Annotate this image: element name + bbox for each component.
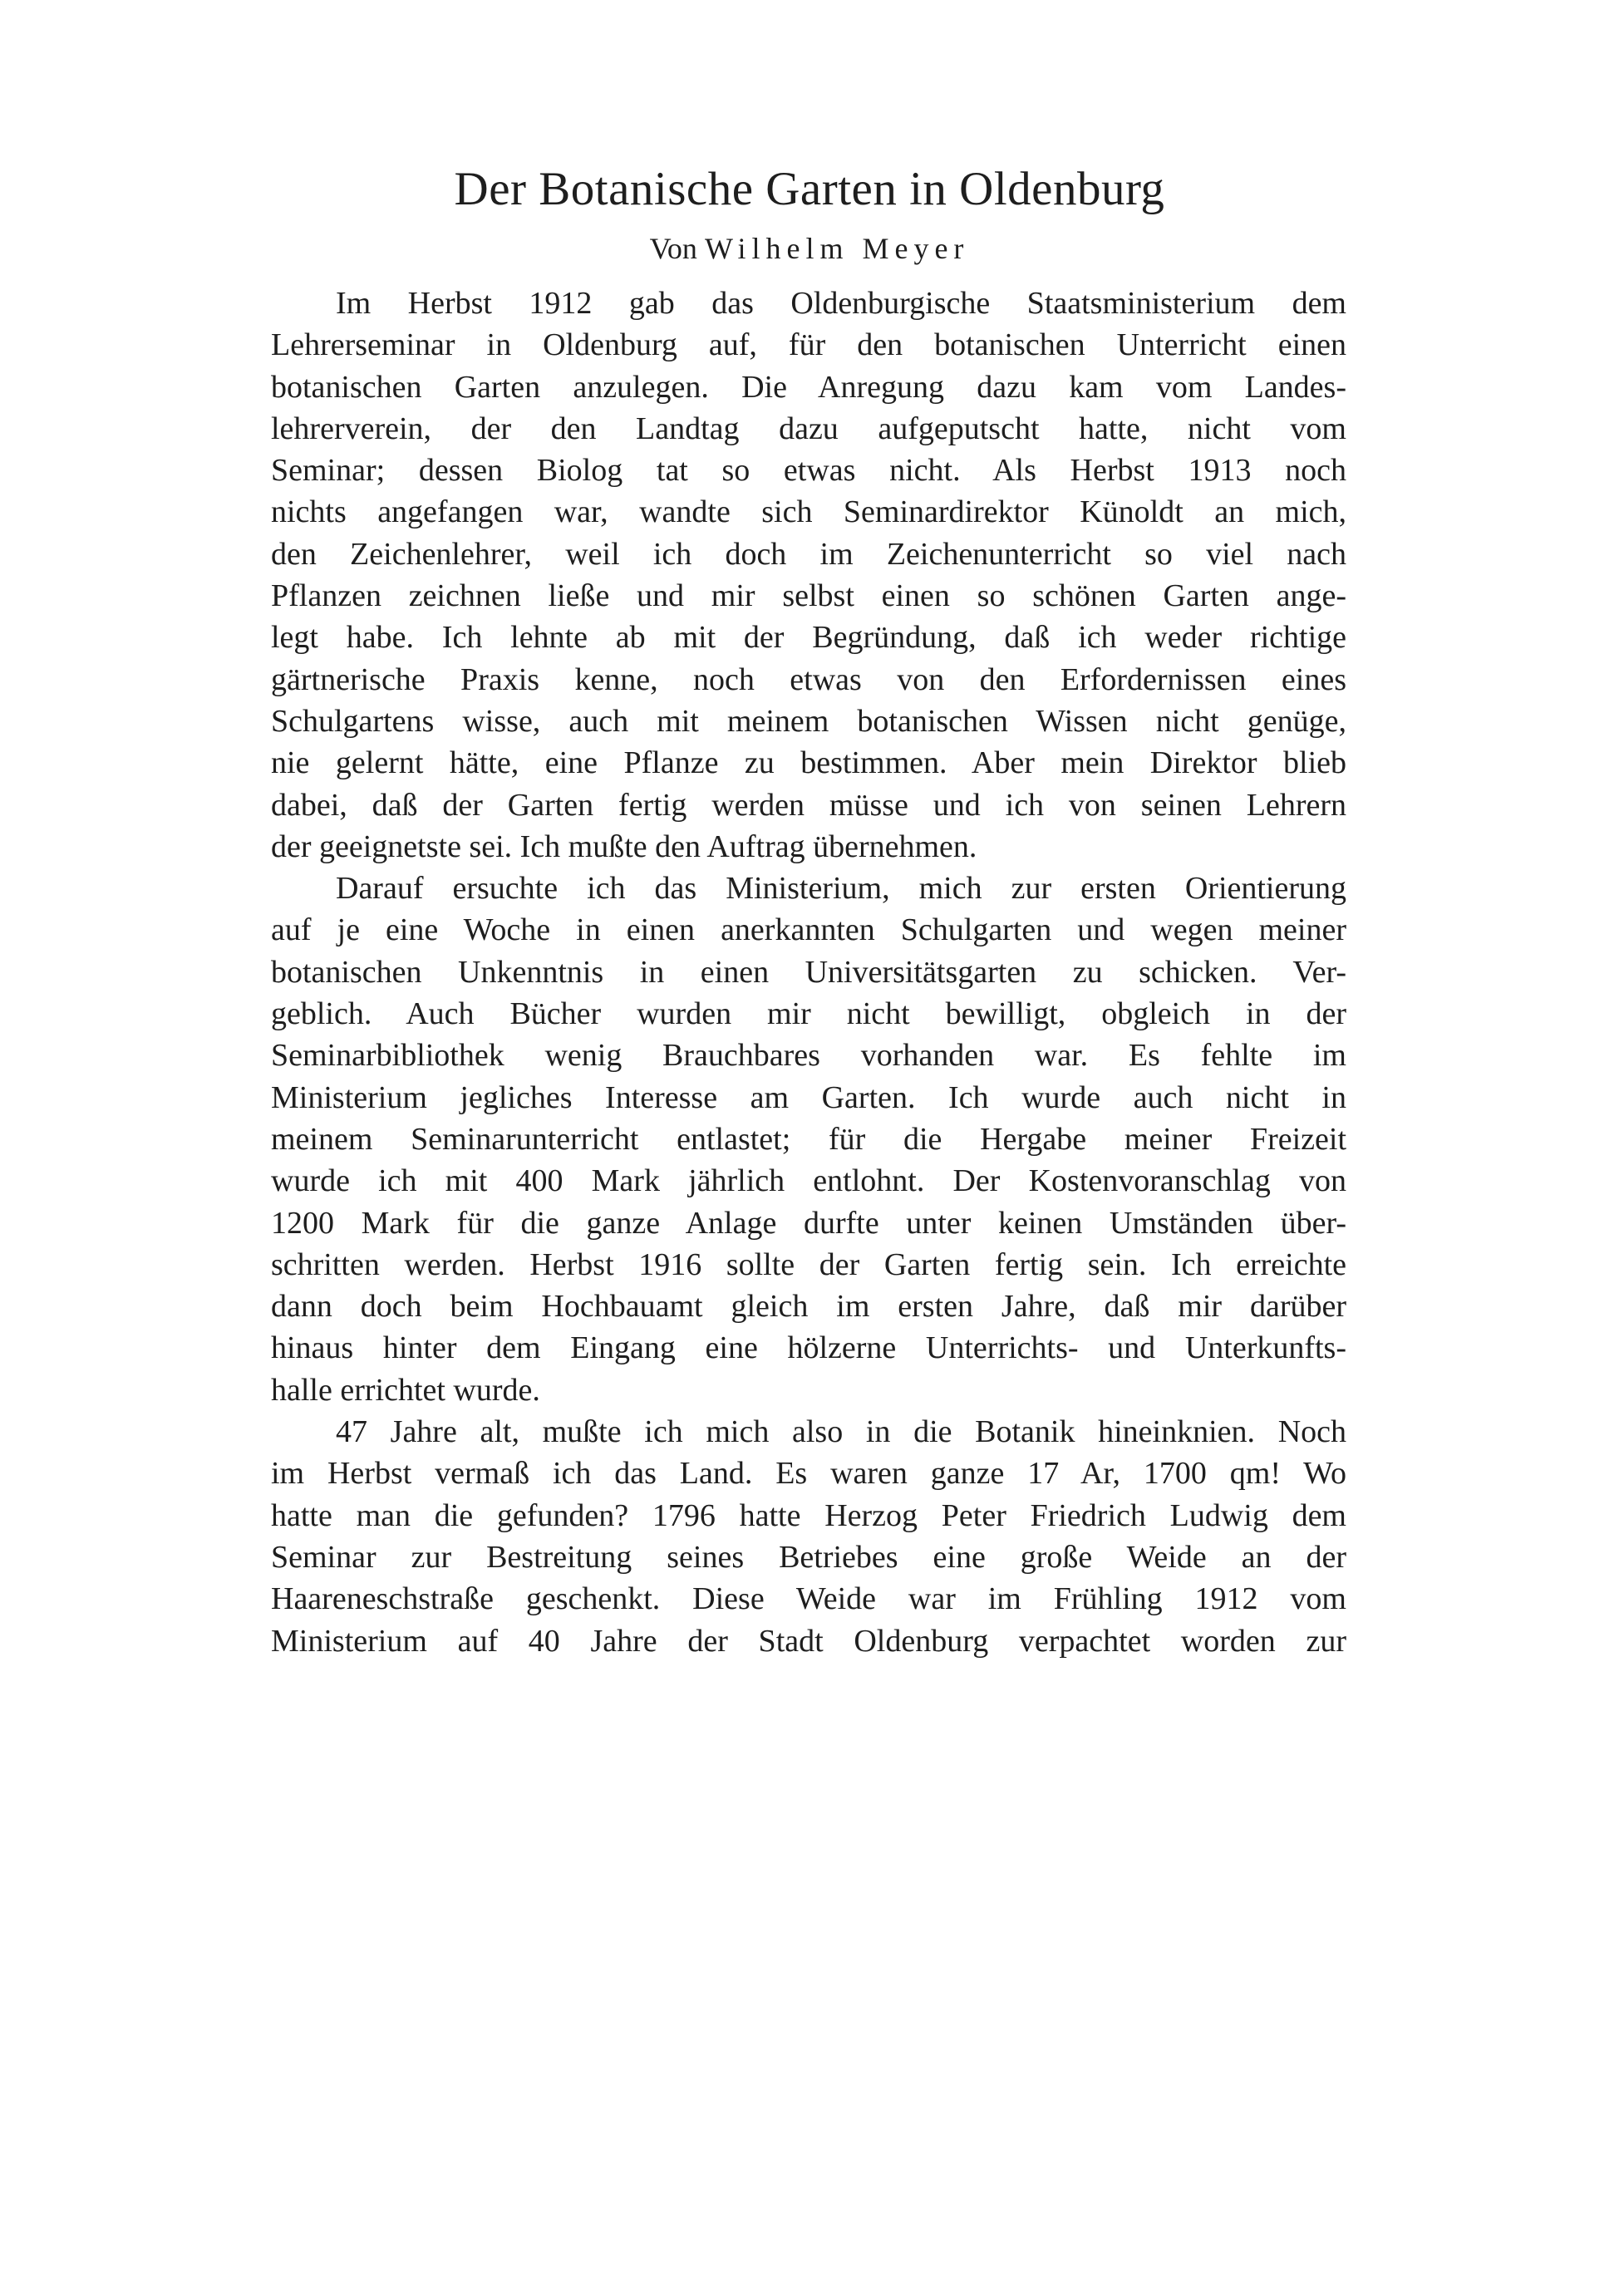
text-line: 47 Jahre alt, mußte ich mich also in die Botanik hineinknien. Noch bbox=[336, 1414, 1346, 1450]
article-title: Der Botanische Garten in Oldenburg bbox=[454, 163, 1165, 215]
text-line: Ministerium jegliches Interesse am Garten. Ich wurde auch nicht in bbox=[271, 1079, 1346, 1115]
text-line: der geeignetste sei. Ich mußte den Auftrag übernehmen. bbox=[271, 828, 977, 864]
text-line: Darauf ersuchte ich das Ministerium, mich zur ersten Orientierung bbox=[336, 871, 1346, 907]
text-line: lehrerverein, der den Landtag dazu aufgeputscht hatte, nicht vom bbox=[271, 411, 1346, 446]
text-line: auf je eine Woche in einen anerkannten Schulgarten und wegen meiner bbox=[271, 912, 1346, 948]
text-line: Haareneschstraße geschenkt. Diese Weide war im Frühling 1912 vom bbox=[271, 1581, 1346, 1617]
paragraph bbox=[271, 283, 1346, 868]
text-line: botanischen Garten anzulegen. Die Anregung dazu kam vom Landes- bbox=[271, 369, 1346, 405]
text-line: im Herbst vermaß ich das Land. Es waren ganze 17 Ar, 1700 qm! Wo bbox=[271, 1456, 1346, 1492]
text-line: botanischen Unkenntnis in einen Universitätsgarten zu schicken. Ver- bbox=[271, 954, 1346, 990]
text-line: nichts angefangen war, wandte sich Seminardirektor Künoldt an mich, bbox=[271, 494, 1346, 530]
article-body bbox=[271, 283, 1346, 1662]
text-line: 1200 Mark für die ganze Anlage durfte unter keinen Umständen über- bbox=[271, 1205, 1346, 1241]
paragraph bbox=[271, 1411, 1346, 1662]
byline-prefix: Von bbox=[649, 232, 697, 265]
article-byline bbox=[0, 229, 1619, 268]
text-line: Pflanzen zeichnen ließe und mir selbst einen so schönen Garten ange- bbox=[271, 578, 1346, 614]
text-line: Seminar zur Bestreitung seines Betriebes eine große Weide an der bbox=[271, 1539, 1346, 1575]
text-line: Schulgartens wisse, auch mit meinem botanischen Wissen nicht genüge, bbox=[271, 703, 1346, 739]
text-line: Seminarbibliothek wenig Brauchbares vorhanden war. Es fehlte im bbox=[271, 1038, 1346, 1074]
text-line: Im Herbst 1912 gab das Oldenburgische Staatsministerium dem bbox=[336, 286, 1346, 321]
text-line: dann doch beim Hochbauamt gleich im ersten Jahre, daß mir darüber bbox=[271, 1289, 1346, 1325]
text-line: den Zeichenlehrer, weil ich doch im Zeichenunterricht so viel nach bbox=[271, 536, 1346, 572]
paragraph bbox=[271, 868, 1346, 1411]
text-line: wurde ich mit 400 Mark jährlich entlohnt. Der Kostenvoranschlag von bbox=[271, 1163, 1346, 1199]
text-line: dabei, daß der Garten fertig werden müsse und ich von seinen Lehrern bbox=[271, 787, 1346, 823]
author-name: Wilhelm Meyer bbox=[704, 232, 970, 265]
text-line: nie gelernt hätte, eine Pflanze zu bestimmen. Aber mein Direktor blieb bbox=[271, 745, 1346, 781]
text-line: schritten werden. Herbst 1916 sollte der Garten fertig sein. Ich erreichte bbox=[271, 1246, 1346, 1282]
text-line: geblich. Auch Bücher wurden mir nicht bewilligt, obgleich in der bbox=[271, 996, 1346, 1032]
text-line: Ministerium auf 40 Jahre der Stadt Oldenburg verpachtet worden zur bbox=[271, 1623, 1346, 1659]
text-line: Lehrerseminar in Oldenburg auf, für den botanischen Unterricht einen bbox=[271, 327, 1346, 363]
text-line: hatte man die gefunden? 1796 hatte Herzog Peter Friedrich Ludwig dem bbox=[271, 1497, 1346, 1533]
text-line: halle errichtet wurde. bbox=[271, 1372, 540, 1408]
text-line: legt habe. Ich lehnte ab mit der Begründung, daß ich weder richtige bbox=[271, 620, 1346, 656]
text-line: meinem Seminarunterricht entlastet; für die Hergabe meiner Freizeit bbox=[271, 1121, 1346, 1157]
text-line: hinaus hinter dem Eingang eine hölzerne Unterrichts- und Unterkunfts- bbox=[271, 1330, 1346, 1366]
text-line: Seminar; dessen Biolog tat so etwas nicht. Als Herbst 1913 noch bbox=[271, 453, 1346, 489]
text-line: gärtnerische Praxis kenne, noch etwas von den Erfordernissen eines bbox=[271, 661, 1346, 697]
